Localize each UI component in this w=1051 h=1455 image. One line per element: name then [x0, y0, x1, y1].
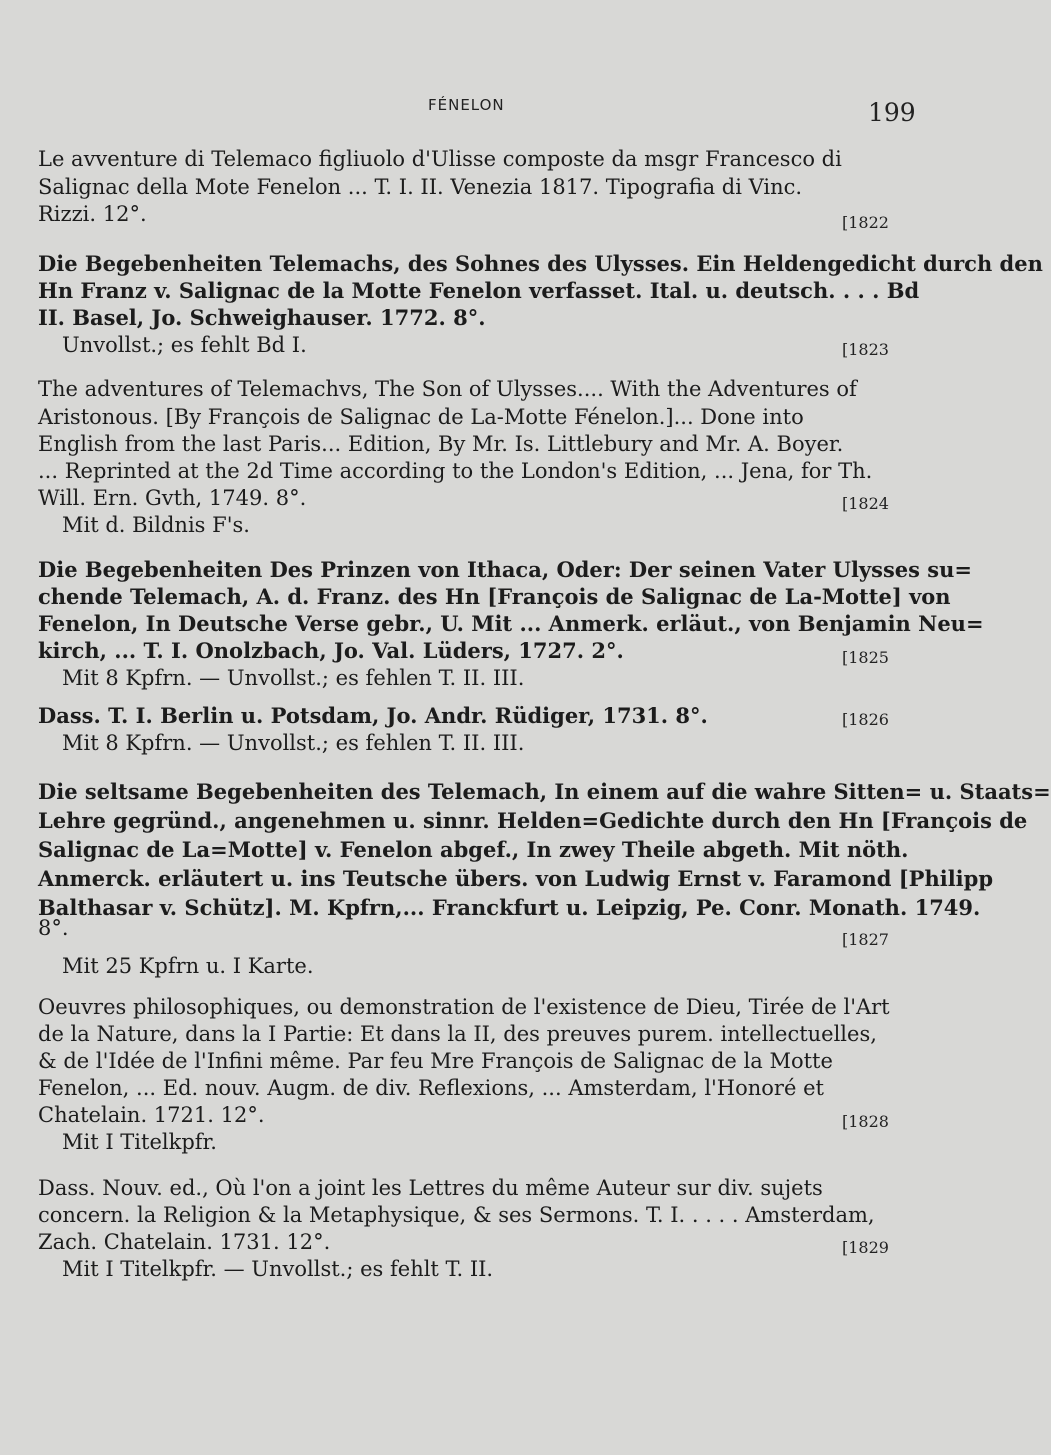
entry-number: [1824 — [842, 494, 889, 513]
text-line: ... Reprinted at the 2d Time according to the London's Edition, ... Jena, for Th. — [38, 459, 873, 483]
text-line: Rizzi. 12°. — [38, 202, 147, 226]
running-title: FÉNELON — [428, 96, 505, 114]
text-line: Dass. T. I. Berlin u. Potsdam, Jo. Andr. Rüdiger, 1731. 8°. — [38, 703, 708, 728]
text-line: Mit I Titelkpfr. — Unvollst.; es fehlt T. II. — [62, 1257, 494, 1281]
text-line: Chatelain. 1721. 12°. — [38, 1103, 265, 1127]
text-line: Salignac de La=Motte] v. Fenelon abgef., In zwey Theile abgeth. Mit nöth. — [38, 837, 909, 862]
entry-number: [1829 — [842, 1238, 889, 1257]
text-line: Oeuvres philosophiques, ou demonstration de l'existence de Dieu, Tirée de l'Art — [38, 995, 890, 1019]
entry-number: [1823 — [842, 340, 889, 359]
text-line: chende Telemach, A. d. Franz. des Hn [François de Salignac de La-Motte] von — [38, 584, 951, 609]
text-line: 8°. — [38, 916, 69, 940]
text-line: Salignac della Mote Fenelon ... T. I. II. Venezia 1817. Tipografia di Vinc. — [38, 175, 803, 199]
text-line: Aristonous. [By François de Salignac de La-Motte Fénelon.]... Done into — [38, 405, 804, 429]
entry-number: [1825 — [842, 648, 889, 667]
text-line: & de l'Idée de l'Infini même. Par feu Mre François de Salignac de la Motte — [38, 1049, 833, 1073]
entry-number: [1827 — [842, 930, 889, 949]
text-line: The adventures of Telemachvs, The Son of Ulysses.... With the Adventures of — [38, 377, 857, 401]
text-line: Le avventure di Telemaco figliuolo d'Ulisse composte da msgr Francesco di — [38, 147, 842, 171]
text-line: Die Begebenheiten Telemachs, des Sohnes des Ulysses. Ein Heldengedicht durch den — [38, 251, 1043, 276]
text-line: Lehre gegründ., angenehmen u. sinnr. Helden=Gedichte durch den Hn [François de — [38, 808, 1028, 833]
text-line: Fenelon, ... Ed. nouv. Augm. de div. Reflexions, ... Amsterdam, l'Honoré et — [38, 1076, 824, 1100]
text-line: Dass. Nouv. ed., Où l'on a joint les Lettres du même Auteur sur div. sujets — [38, 1176, 823, 1200]
text-line: Hn Franz v. Salignac de la Motte Fenelon verfasset. Ital. u. deutsch. . . . Bd — [38, 278, 920, 303]
text-line: Fenelon, In Deutsche Verse gebr., U. Mit ... Anmerk. erläut., von Benjamin Neu= — [38, 611, 984, 636]
text-line: Balthasar v. Schütz]. M. Kpfrn,... Franckfurt u. Leipzig, Pe. Conr. Monath. 1749. — [38, 895, 981, 920]
entry-number: [1822 — [842, 213, 889, 232]
entry-number: [1826 — [842, 710, 889, 729]
text-line: II. Basel, Jo. Schweighauser. 1772. 8°. — [38, 305, 486, 330]
entry-number: [1828 — [842, 1112, 889, 1131]
text-line: Die Begebenheiten Des Prinzen von Ithaca, Oder: Der seinen Vater Ulysses su= — [38, 557, 972, 582]
page-number: 199 — [868, 98, 916, 127]
text-line: concern. la Religion & la Metaphysique, & ses Sermons. T. I. . . . . Amsterdam, — [38, 1203, 875, 1227]
text-line: English from the last Paris... Edition, By Mr. Is. Littlebury and Mr. A. Boyer. — [38, 432, 844, 456]
text-line: Mit 8 Kpfrn. — Unvollst.; es fehlen T. II. III. — [62, 666, 525, 690]
text-line: Mit I Titelkpfr. — [62, 1130, 217, 1154]
text-line: Unvollst.; es fehlt Bd I. — [62, 333, 307, 357]
text-line: Anmerck. erläutert u. ins Teutsche übers. von Ludwig Ernst v. Faramond [Philipp — [38, 866, 994, 891]
page-header — [0, 96, 1000, 126]
text-line: de la Nature, dans la I Partie: Et dans la II, des preuves purem. intellectuelles, — [38, 1022, 877, 1046]
text-line: Will. Ern. Gvth, 1749. 8°. — [38, 486, 307, 510]
text-line: Zach. Chatelain. 1731. 12°. — [38, 1230, 331, 1254]
text-line: Die seltsame Begebenheiten des Telemach, In einem auf die wahre Sitten= u. Staats= — [38, 779, 1051, 804]
text-line: Mit 8 Kpfrn. — Unvollst.; es fehlen T. II. III. — [62, 731, 525, 755]
text-line: kirch, ... T. I. Onolzbach, Jo. Val. Lüders, 1727. 2°. — [38, 638, 624, 663]
text-line: Mit 25 Kpfrn u. I Karte. — [62, 954, 314, 978]
text-line: Mit d. Bildnis F's. — [62, 513, 250, 537]
